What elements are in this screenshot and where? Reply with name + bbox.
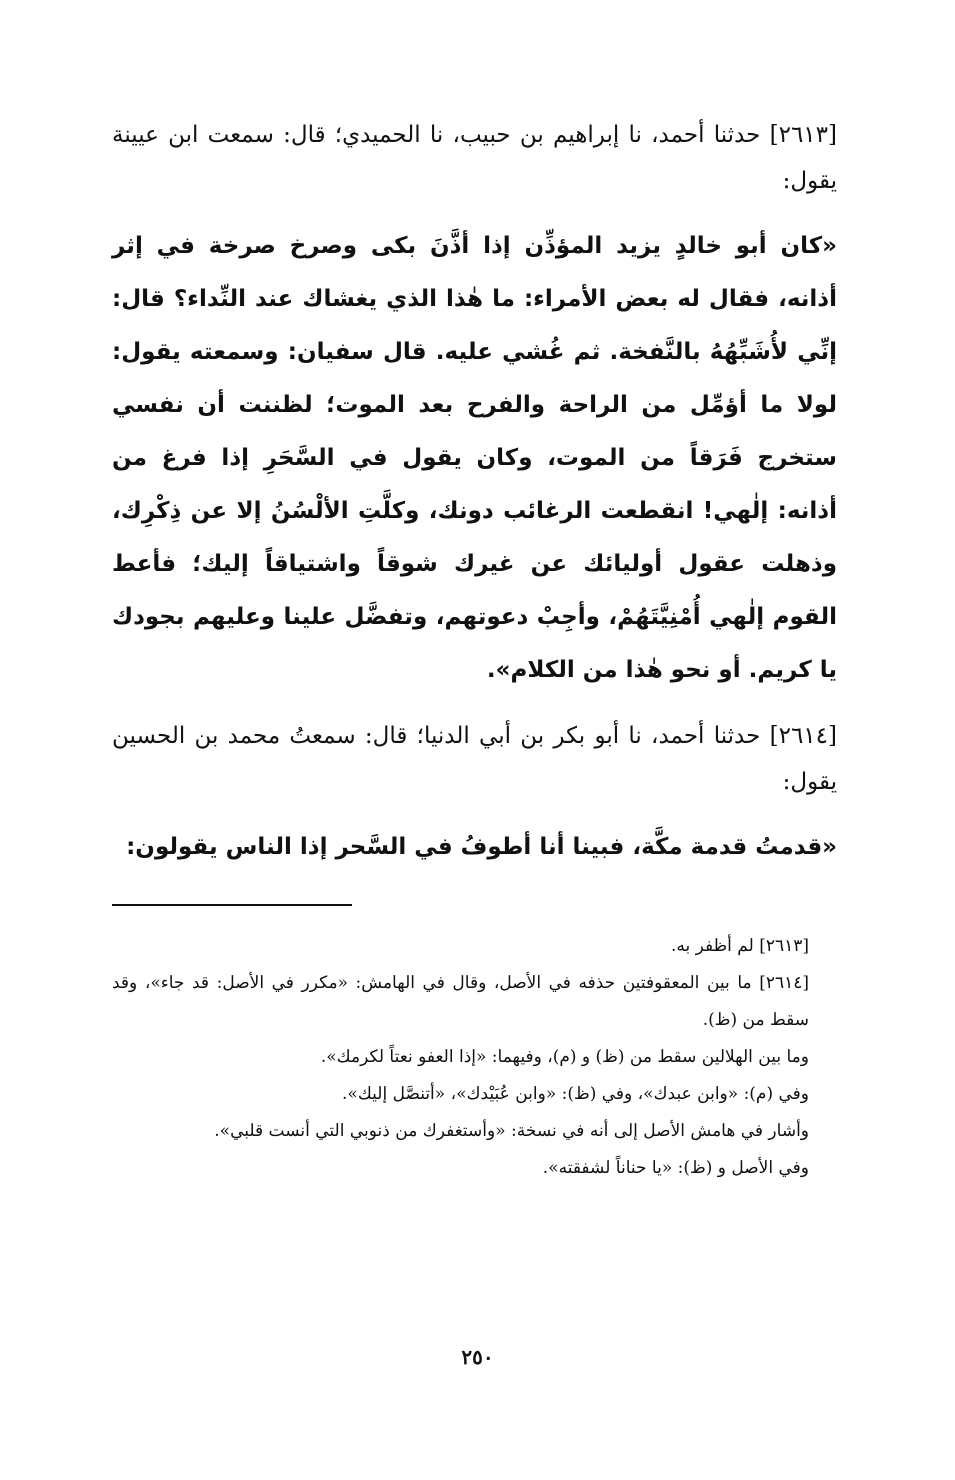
entry-2614-isnad — [112, 713, 837, 805]
isnad-text: حدثنا أحمد، نا إبراهيم بن حبيب، نا الحميدي؛ قال: سمعت ابن عيينة يقول: — [112, 122, 837, 194]
isnad-text: حدثنا أحمد، نا أبو بكر بن أبي الدنيا؛ قال: سمعتُ محمد بن الحسين يقول: — [112, 723, 837, 795]
footnote-separator — [112, 904, 352, 906]
footnote-2613: [٢٦١٣] لم أظفر به. — [671, 936, 809, 956]
entry-number: [٢٦١٣] — [769, 122, 837, 148]
footnote-line: وفي الأصل و (ظ): «يا حناناً لشفقته». — [542, 1158, 809, 1178]
footnote-line: وفي (م): «وابن عبدك»، وفي (ظ): «وابن عُبَيْدك»، «أتنصَّل إليك». — [342, 1084, 809, 1104]
entry-2613-matn: «كان أبو خالدٍ يزيد المؤذِّن إذا أذَّنَ بكى وصرخ صرخة في إثر أذانه، فقال له بعض الأمراء: ما هٰذا الذي يغشاك عند النِّداء؟ قال: إنِّي لأُشَبِّهُهُ بالنَّفخة. ثم غُشي عليه. قال سفيان: وسمعته يقول: لولا ما أؤمِّل من الراحة والفرح بعد الموت؛ لظننت أن نفسي ستخرج فَرَقاً من الموت، وكان يقول في السَّحَرِ إذا فرغ من أذانه: إلٰهي! انقطعت الرغائب دونك، وكلَّتِ الألْسُنُ إلا عن ذِكْرِك، وذهلت عقول أوليائك عن غيرك شوقاً واشتياقاً إليك؛ فأعط القوم إلٰهي أُمْنِيَّتَهُمْ، وأجِبْ دعوتهم، وتفضَّل علينا وعليهم بجودك يا كريم. أو نحو هٰذا من الكلام». — [112, 233, 837, 683]
entry-2614-matn: «قدمتُ قدمة مكَّة، فبينا أنا أطوفُ في السَّحر إذا الناس يقولون: — [126, 834, 837, 860]
footnote-line: وأشار في هامش الأصل إلى أنه في نسخة: «وأستغفرك من ذنوبي التي أنست قلبي». — [214, 1121, 809, 1141]
page-body — [112, 112, 837, 1412]
entry-number: [٢٦١٤] — [769, 723, 837, 749]
footnote-line: وما بين الهلالين سقط من (ظ) و (م)، وفيهما: «إذا العفو نعتاً لكرمك». — [320, 1047, 809, 1067]
footnote-2614: [٢٦١٤] ما بين المعقوفتين حذفه في الأصل، وقال في الهامش: «مكرر في الأصل: قد جاء»، وقد سقط من (ظ). — [112, 973, 809, 1030]
page-number: ٢٥٠ — [461, 1345, 494, 1369]
entry-2613-isnad — [112, 112, 837, 204]
